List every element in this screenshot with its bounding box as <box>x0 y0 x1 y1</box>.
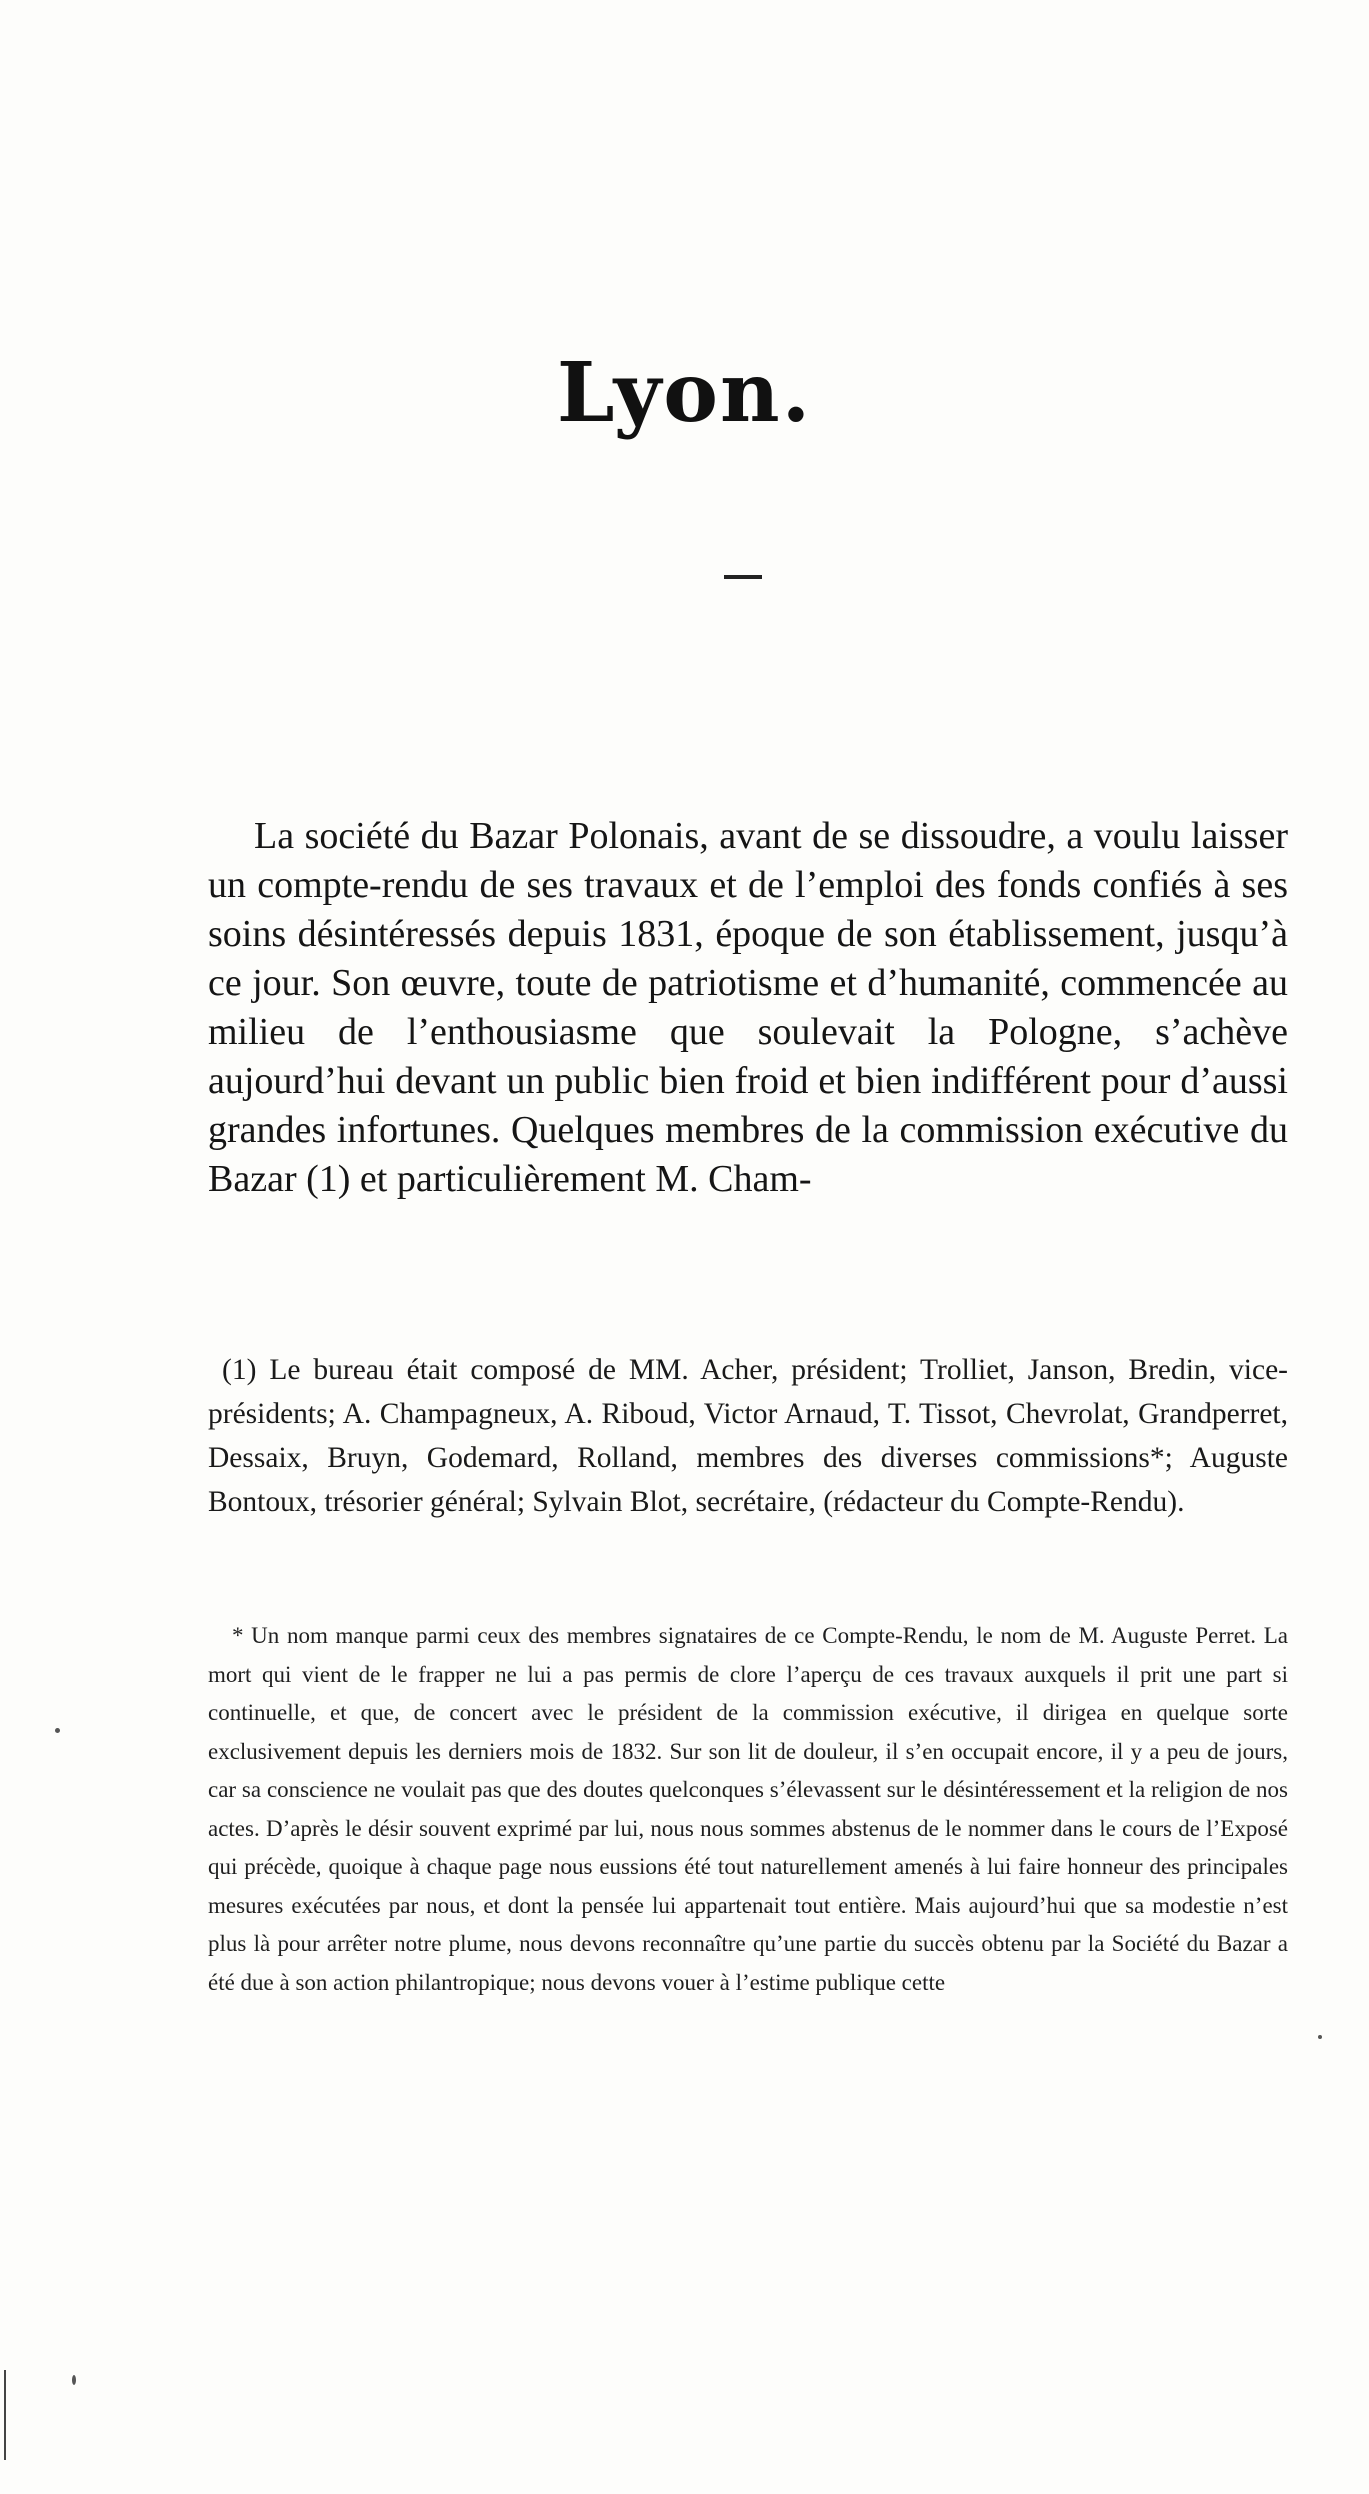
page-title: Lyon. <box>556 345 813 441</box>
scan-speck <box>55 1728 60 1733</box>
scan-speck <box>1318 2035 1322 2039</box>
scan-speck <box>72 2375 76 2385</box>
scan-edge-mark <box>4 2370 6 2460</box>
footnote-1-text: (1) Le bureau était composé de MM. Acher, président; Trolliet, Janson, Bredin, vice-présidents; A. Champagneux, A. Riboud, Victor Arnaud, T. Tissot, Chevrolat, Grandperret, Dessaix, Bruyn, Godemard, Rolland, membres des diverses commissions*; Auguste Bontoux, trésorier général; Sylvain Blot, secrétaire, (rédacteur du Compte-Rendu). <box>208 1354 1288 1518</box>
footnote-star <box>208 1617 1288 2002</box>
main-text <box>208 812 1288 1204</box>
title-divider <box>724 575 762 579</box>
footnote-1 <box>208 1348 1288 1524</box>
main-paragraph: La société du Bazar Polonais, avant de se dissoudre, a voulu laisser un compte-rendu de ses travaux et de l’emploi des fonds confiés à ses soins désintéressés depuis 1831, époque de son établissement, jusqu’à ce jour. Son œuvre, toute de patriotisme et d’humanité, commencée au milieu de l’enthousiasme que soulevait la Pologne, s’achève aujourd’hui devant un public bien froid et bien indifférent pour d’aussi grandes infortunes. Quelques membres de la commission exécutive du Bazar (1) et particulièrement M. Cham- <box>208 815 1288 1200</box>
footnote-star-text: * Un nom manque parmi ceux des membres signataires de ce Compte-Rendu, le nom de M. Auguste Perret. La mort qui vient de le frapper ne lui a pas permis de clore l’aperçu de ces travaux auxquels il prit une part si continuelle, et que, de concert avec le président de la commission exécutive, il dirigea en quelque sorte exclusivement depuis les derniers mois de 1832. Sur son lit de douleur, il s’en occupait encore, il y a peu de jours, car sa conscience ne voulait pas que des doutes quelconques s’élevassent sur le désintéressement et la religion de nos actes. D’après le désir souvent exprimé par lui, nous nous sommes abstenus de le nommer dans le cours de l’Exposé qui précède, quoique à chaque page nous eussions été tout naturellement amenés à lui faire honneur des principales mesures exécutées par nous, et dont la pensée lui appartenait tout entière. Mais aujourd’hui que sa modestie n’est plus là pour arrêter notre plume, nous devons reconnaître qu’une partie du succès obtenu par la Société du Bazar a été due à son action philantropique; nous devons vouer à l’estime publique cette <box>208 1623 1288 1995</box>
